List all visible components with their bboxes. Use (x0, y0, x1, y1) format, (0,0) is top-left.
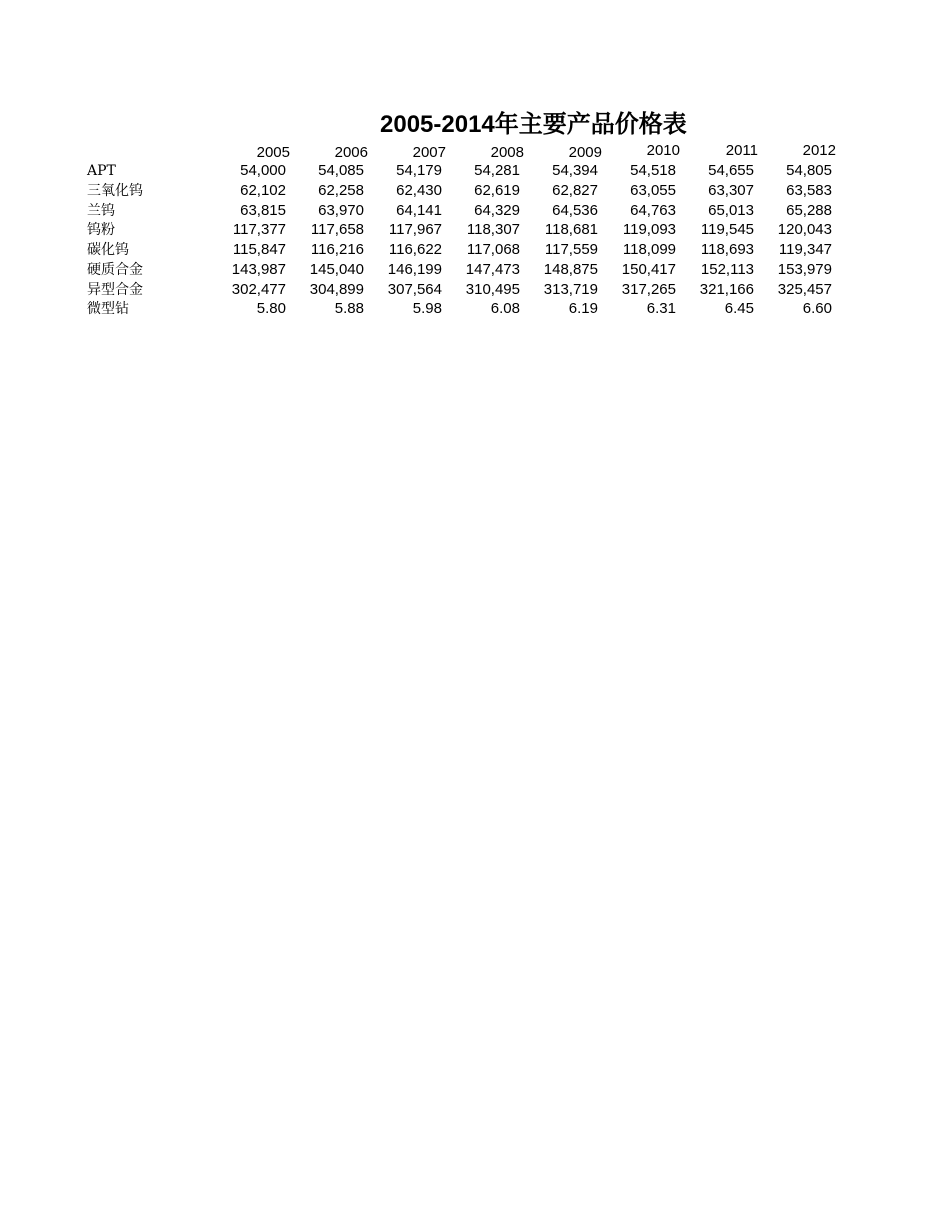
table-cell: 325,457 (777, 281, 832, 298)
table-cell: 64,329 (474, 202, 520, 219)
table-cell: 148,875 (543, 261, 598, 278)
table-row-tungsten-powder (0, 220, 950, 240)
table-cell: 62,827 (552, 182, 598, 199)
table-cell: 54,179 (396, 162, 442, 179)
table-cell: 145,040 (309, 261, 364, 278)
table-cell: 118,307 (466, 221, 520, 238)
table-cell: 54,281 (474, 162, 520, 179)
table-cell: 65,013 (708, 202, 754, 219)
row-label: 微型钻 (87, 301, 129, 317)
table-cell: 307,564 (387, 281, 442, 298)
row-label: 钨粉 (87, 222, 115, 238)
table-cell: 116,216 (310, 241, 364, 258)
table-cell: 5.80 (256, 300, 286, 317)
table-title: 2005-2014年主要产品价格表 (380, 111, 687, 138)
row-label: APT (87, 163, 116, 179)
table-cell: 6.60 (802, 300, 832, 317)
year-header-2007: 2007 (412, 144, 446, 161)
table-cell: 5.98 (412, 300, 442, 317)
table-cell: 64,536 (552, 202, 598, 219)
table-cell: 117,658 (310, 221, 364, 238)
year-header-2011: 2011 (725, 142, 758, 159)
table-cell: 62,430 (396, 182, 442, 199)
table-cell: 54,655 (708, 162, 754, 179)
table-row-apt (0, 161, 950, 181)
year-header-2012: 2012 (802, 142, 836, 159)
table-cell: 146,199 (387, 261, 442, 278)
table-cell: 116,622 (388, 241, 442, 258)
table-cell: 6.31 (646, 300, 676, 317)
table-cell: 6.45 (724, 300, 754, 317)
year-header-2005: 2005 (256, 144, 290, 161)
row-label: 碳化钨 (87, 242, 129, 258)
table-cell: 153,979 (777, 261, 832, 278)
year-header-2009: 2009 (568, 144, 602, 161)
table-cell: 64,141 (396, 202, 442, 219)
table-cell: 117,377 (232, 221, 286, 238)
row-label: 三氧化钨 (87, 183, 143, 199)
table-cell: 119,545 (700, 221, 754, 238)
table-cell: 150,417 (621, 261, 676, 278)
year-header-2008: 2008 (490, 144, 524, 161)
table-cell: 317,265 (621, 281, 676, 298)
table-cell: 118,099 (622, 241, 676, 258)
table-cell: 147,473 (465, 261, 520, 278)
table-cell: 143,987 (231, 261, 286, 278)
table-cell: 63,970 (318, 202, 364, 219)
table-cell: 62,619 (474, 182, 520, 199)
table-row-cemented-carbide (0, 260, 950, 280)
row-label: 异型合金 (87, 282, 143, 298)
table-cell: 152,113 (700, 261, 754, 278)
table-cell: 54,085 (318, 162, 364, 179)
table-cell: 115,847 (232, 241, 286, 258)
table-cell: 310,495 (465, 281, 520, 298)
table-cell: 54,518 (630, 162, 676, 179)
table-cell: 119,347 (778, 241, 832, 258)
table-cell: 62,102 (240, 182, 286, 199)
table-cell: 62,258 (318, 182, 364, 199)
table-cell: 321,166 (699, 281, 754, 298)
table-cell: 54,394 (552, 162, 598, 179)
table-cell: 304,899 (309, 281, 364, 298)
table-cell: 63,583 (786, 182, 832, 199)
table-row-tungsten-trioxide (0, 181, 950, 201)
row-label: 硬质合金 (87, 262, 143, 278)
table-cell: 5.88 (334, 300, 364, 317)
table-cell: 118,693 (700, 241, 754, 258)
table-cell: 117,559 (544, 241, 598, 258)
table-row-micro-drill (0, 299, 950, 319)
table-cell: 117,068 (466, 241, 520, 258)
table-cell: 65,288 (786, 202, 832, 219)
table-cell: 119,093 (622, 221, 676, 238)
table-cell: 6.19 (568, 300, 598, 317)
table-cell: 313,719 (543, 281, 598, 298)
table-cell: 54,805 (786, 162, 832, 179)
row-label: 兰钨 (87, 203, 115, 219)
table-cell: 63,307 (708, 182, 754, 199)
table-cell: 302,477 (231, 281, 286, 298)
table-cell: 54,000 (240, 162, 286, 179)
year-header-2006: 2006 (334, 144, 368, 161)
table-cell: 64,763 (630, 202, 676, 219)
table-cell: 63,815 (240, 202, 286, 219)
table-cell: 63,055 (630, 182, 676, 199)
table-row-blue-tungsten (0, 201, 950, 221)
table-row-tungsten-carbide (0, 240, 950, 260)
table-cell: 6.08 (490, 300, 520, 317)
year-header-2010: 2010 (646, 142, 680, 159)
table-row-shaped-alloy (0, 280, 950, 300)
table-cell: 120,043 (777, 221, 832, 238)
table-cell: 118,681 (544, 221, 598, 238)
table-cell: 117,967 (388, 221, 442, 238)
